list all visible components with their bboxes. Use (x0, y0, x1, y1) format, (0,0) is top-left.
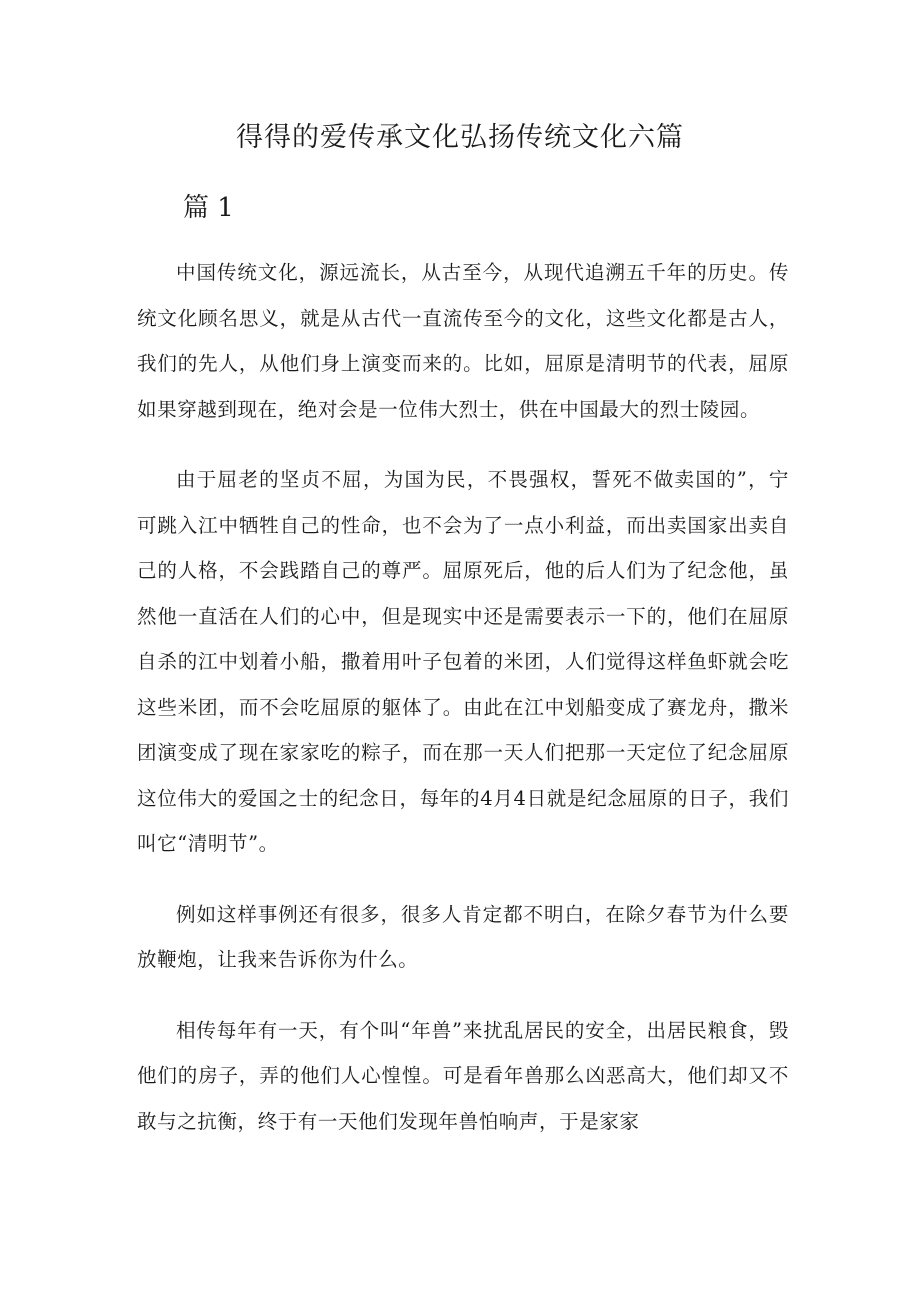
paragraph: 中国传统文化，源远流长，从古至今，从现代追溯五千年的历史。传统文化顾名思义，就是从古代一直流传至今的文化，这些文化都是古人，我们的先人，从他们身上演变而来的。比如，屈原是清明节的代表，屈原如果穿越到现在，绝对会是一位伟大烈士，供在中国最大的烈士陵园。 (137, 261, 789, 421)
document-title: 得得的爱传承文化弘扬传统文化六篇 (236, 122, 684, 153)
paragraph: 由于屈老的坚贞不屈，为国为民，不畏强权，誓死不做卖国的”，宁可跳入江中牺牲自己的性命，也不会为了一点小利益，而出卖国家出卖自己的人格，不会践踏自己的尊严。屈原死后，他的后人们为了纪念他，虽然他一直活在人们的心中，但是现实中还是需要表示一下的，他们在屈原自杀的江中划着小船，撒着用叶子包着的米团，人们觉得这样鱼虾就会吃这些米团，而不会吃屈原的躯体了。由此在江中划船变成了赛龙舟，撒米团演变成了现在家家吃的粽子，而在那一天人们把那一天定位了纪念屈原这位伟大的爱国之士的纪念日，每年的4月4日就是纪念屈原的日子，我们叫它“清明节”。 (137, 468, 789, 855)
paragraph: 例如这样事例还有很多，很多人肯定都不明白，在除夕春节为什么要放鞭炮，让我来告诉你为什么。 (137, 902, 789, 971)
section-heading: 篇 1 (183, 193, 234, 223)
document-body (137, 250, 789, 1169)
paragraph: 相传每年有一天，有个叫“年兽”来扰乱居民的安全，出居民粮食，毁他们的房子，弄的他们人心惶惶。可是看年兽那么凶恶高大，他们却又不敢与之抗衡，终于有一天他们发现年兽怕响声，于是家家 (137, 1018, 789, 1133)
